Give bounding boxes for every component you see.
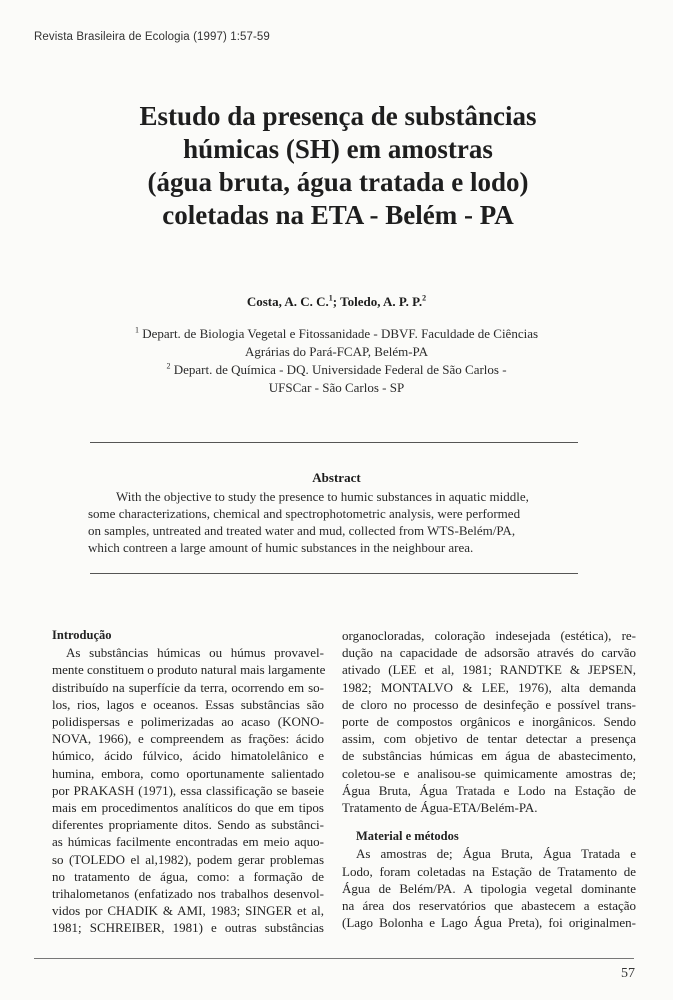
body-text-line: assim, com objetivo de tentar detectar a presença bbox=[342, 731, 636, 747]
body-text-line: As substâncias húmicas ou húmus provavel- bbox=[66, 645, 324, 661]
body-text-line: diferentes propriamente ditos. Sendo as substânci- bbox=[52, 817, 324, 833]
body-text-line: no tratamento de água, como: a formação de bbox=[52, 868, 324, 884]
abstract-line: which contreen a large amount of humic substances in the neighbour area. bbox=[88, 540, 474, 555]
affiliation-line: Agrárias do Pará-FCAP, Belém-PA bbox=[245, 344, 428, 359]
body-text-line: mais em procedimentos analíticos do que em tipos bbox=[52, 800, 324, 816]
body-text-line: humina, embora, como oportunamente salientado bbox=[52, 765, 324, 781]
title-line: coletadas na ETA - Belém - PA bbox=[162, 200, 514, 230]
author-list bbox=[0, 294, 673, 310]
affil-mark: 2 bbox=[166, 361, 171, 371]
body-text-line: so (TOLEDO el al,1982), podem gerar problemas bbox=[52, 851, 324, 867]
affil-mark: 1 bbox=[134, 325, 139, 335]
body-text-line: porte de compostos orgânicos e inorgânicos. Sendo bbox=[342, 714, 636, 730]
title-line: húmicas (SH) em amostras bbox=[183, 134, 493, 164]
author-name: Costa, A. C. C. bbox=[246, 294, 329, 309]
body-text-line: mente constituem o produto natural mais largamente bbox=[52, 662, 326, 678]
body-text-line: coletou-se e analisou-se quimicamente amostras de; bbox=[342, 765, 636, 781]
body-text-line: (Lago Bolonha e Lago Água Preta), foi originalmen- bbox=[342, 915, 636, 931]
body-text-line: distribuído na superfície da terra, ocorrendo em so- bbox=[52, 679, 324, 695]
body-text-line: Água Bruta, Água Tratada e Lodo na Estação de bbox=[342, 782, 636, 798]
abstract-top-rule bbox=[90, 442, 578, 443]
journal-citation: Revista Brasileira de Ecologia (1997) 1:57-59 bbox=[34, 31, 270, 43]
author-affil-mark: 2 bbox=[422, 293, 427, 303]
body-text-line: húmico, ácido fúlvico, ácido himatolelânico e bbox=[52, 748, 324, 764]
abstract-text bbox=[88, 488, 588, 556]
title-line: Estudo da presença de substâncias bbox=[139, 101, 537, 131]
left-column bbox=[52, 627, 324, 937]
body-text-line: organocloradas, coloração indesejada (estética), re- bbox=[342, 628, 636, 643]
author-affil-mark: 1 bbox=[328, 293, 333, 303]
affiliation-line: UFSCar - São Carlos - SP bbox=[268, 380, 405, 395]
body-text-line: dução na capacidade de adsorsão através do carvão bbox=[342, 645, 636, 661]
body-text-line: NOVA, 1966), e compreendem as frações: ácido bbox=[52, 731, 324, 747]
article-title bbox=[60, 100, 616, 232]
affiliation-line: $^2$ Depart. de Química - DQ. Universidade Federal de São Carlos - bbox=[166, 361, 507, 377]
abstract-line: some characterizations, chemical and spectrophotometric analysis, were performed bbox=[88, 506, 521, 521]
body-text-line: 1981; SCHREIBER, 1981) e outras substâncias bbox=[52, 920, 324, 936]
abstract-line: With the objective to study the presence to humic substances in aquatic middle, bbox=[116, 489, 529, 504]
body-text-line: ativado (LEE et al, 1981; RANDTKE & JEPSEN, bbox=[342, 662, 636, 678]
body-text-line: de cloro no processo de desinfeção e possível trans- bbox=[342, 696, 636, 712]
body-text-line: Água de Belém/PA. A tipologia vegetal dominante bbox=[342, 880, 636, 896]
page-number: 57 bbox=[621, 966, 635, 981]
body-text-line: Lodo, foram coletadas na Estação de Tratamento de bbox=[342, 863, 636, 879]
right-column bbox=[342, 627, 636, 931]
section-heading-introducao: Introdução bbox=[52, 628, 112, 642]
author-name: Toledo, A. P. P. bbox=[340, 294, 423, 309]
body-text-line: los, rios, lagos e oceanos. Essas substâncias são bbox=[52, 696, 324, 712]
body-text-line: As amostras de; Água Bruta, Água Tratada e bbox=[356, 846, 636, 862]
abstract-bottom-rule bbox=[90, 573, 578, 574]
body-text-line: de substâncias húmicas em água de abastecimento, bbox=[342, 748, 636, 764]
author-separator: ; bbox=[332, 294, 341, 309]
body-text-line: Tratamento de Água-ETA/Belém-PA. bbox=[342, 800, 538, 816]
affiliation-line: $^1$ Depart. de Biologia Vegetal e Fitossanidade - DBVF. Faculdade de Ciências bbox=[134, 325, 539, 341]
abstract-heading: Abstract bbox=[312, 470, 361, 485]
body-text-line: por PRAKASH (1971), essa classificação se baseie bbox=[52, 782, 324, 798]
affiliations bbox=[80, 325, 593, 397]
body-text-line: trihalometanos (enfatizado nos trabalhos desenvol- bbox=[52, 886, 324, 902]
title-line: (água bruta, água tratada e lodo) bbox=[147, 167, 529, 197]
body-text-line: polidispersas e polimerizadas ao acaso (KONO- bbox=[52, 714, 324, 730]
abstract-line: on samples, untreated and treated water and mud, collected from WTS-Belém/PA, bbox=[88, 523, 516, 538]
body-text-line: na área dos reservatórios que abastecem a estação bbox=[342, 898, 636, 914]
body-text-line: 1982; MONTALVO & LEE, 1976), alta demanda bbox=[342, 679, 636, 695]
footer-rule bbox=[34, 958, 634, 959]
body-text-line: as húmicas facilmente encontradas em meio aquo- bbox=[52, 834, 324, 850]
body-text-line: vidos por CHADIK & AMI, 1983; SINGER et al, bbox=[52, 903, 324, 919]
section-heading-material-metodos: Material e métodos bbox=[356, 829, 459, 844]
